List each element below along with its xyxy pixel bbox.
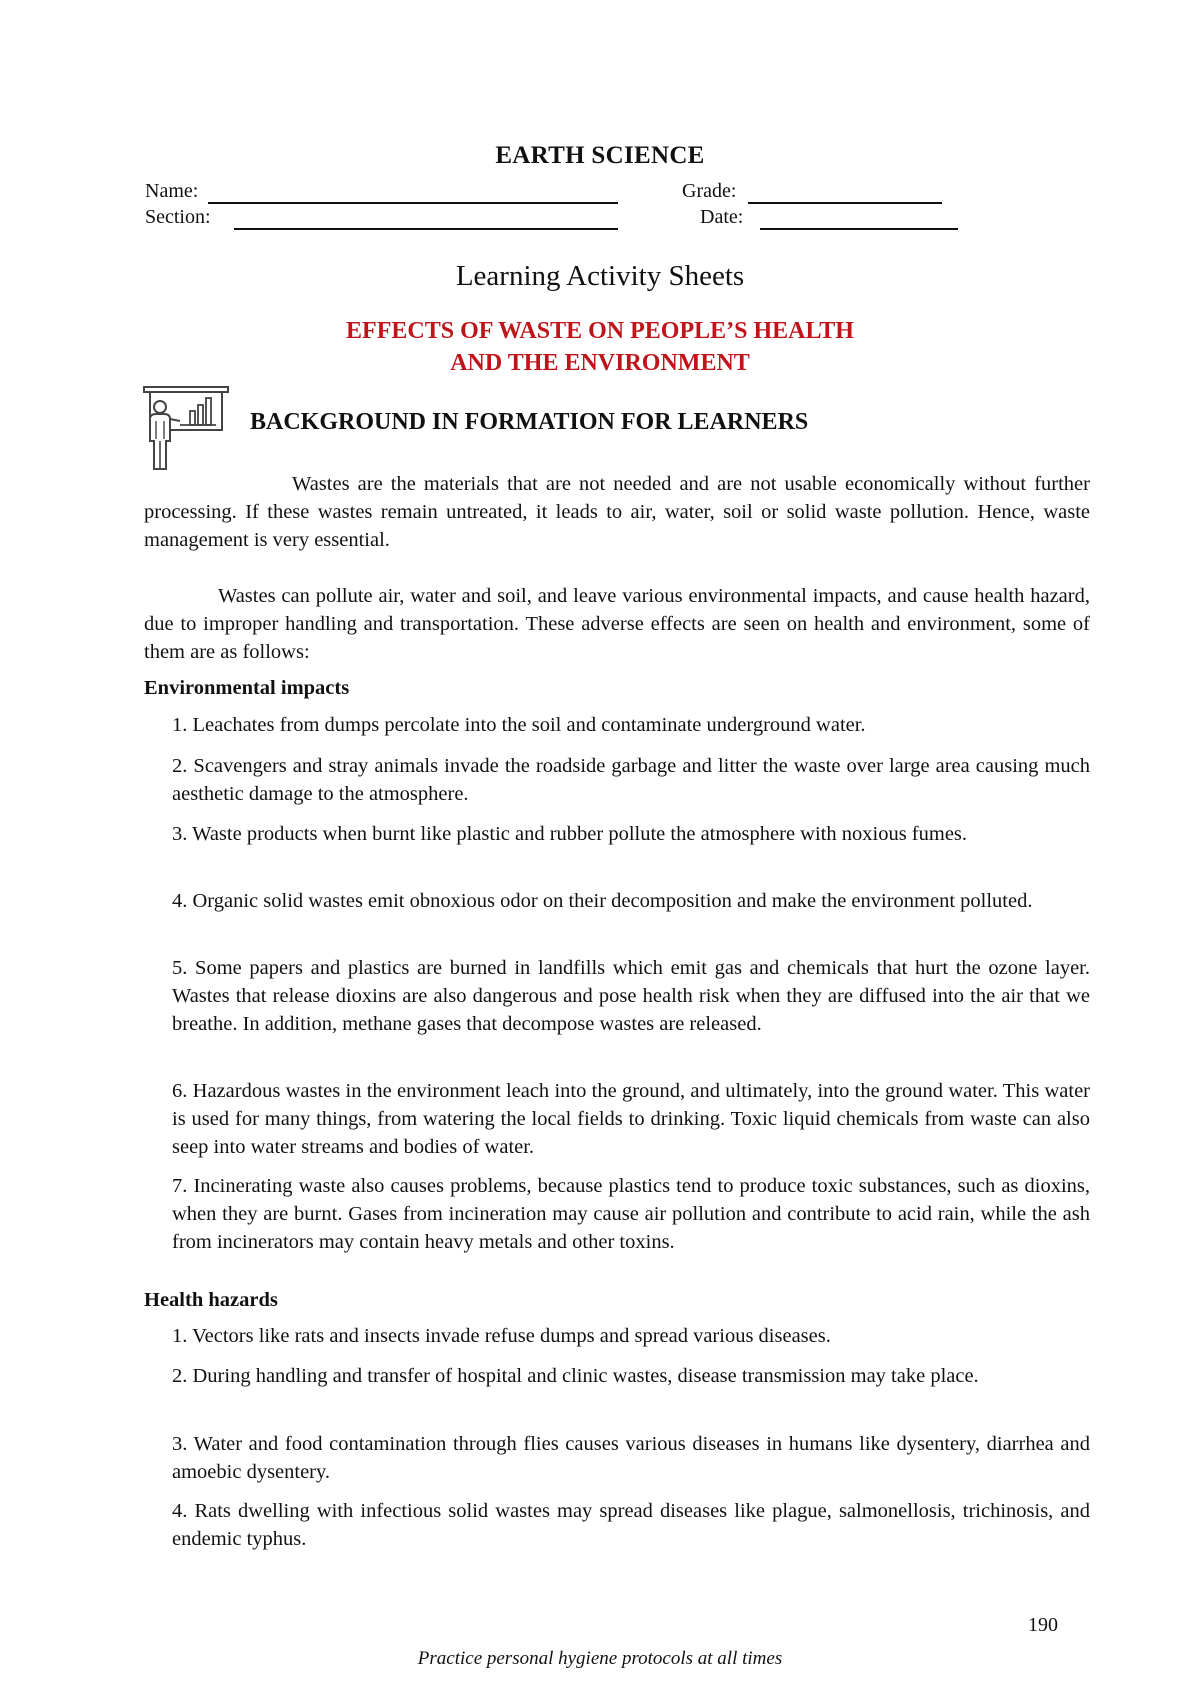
section-field[interactable] [234,228,618,230]
name-grade-row [0,180,1200,206]
list-item: 2. During handling and transfer of hospital and clinic wastes, disease transmission may take place. [172,1365,979,1387]
topic-title-line-2: AND THE ENVIRONMENT [450,350,750,376]
name-field[interactable] [208,202,618,204]
environmental-impacts-heading: Environmental impacts [144,677,350,699]
list-item: 1. Leachates from dumps percolate into the soil and contaminate underground water. [172,714,866,736]
list-item: 6. Hazardous wastes in the environment leach into the ground, and ultimately, into the ground water. This water is used for many things, from watering the local fields to drinking. Toxic liquid chemicals from waste can also seep into water streams and bodies of water. [172,1080,1090,1158]
section-date-row [0,206,1200,232]
list-item: 4. Rats dwelling with infectious solid wastes may spread diseases like plague, salmonellosis, trichinosis, and endemic typhus. [172,1500,1090,1550]
date-label: Date: [700,206,744,228]
page-number: 190 [1028,1614,1058,1636]
health-hazards-heading: Health hazards [144,1289,278,1311]
list-item: 3. Waste products when burnt like plastic and rubber pollute the atmosphere with noxious fumes. [172,823,968,845]
intro-paragraph-1: Wastes are the materials that are not needed and are not usable economically without further processing. If these wastes remain untreated, it leads to air, water, soil or solid waste pollution. Hence, waste management is very essential. [144,473,1090,551]
presentation-board-icon [140,385,232,471]
grade-field[interactable] [748,202,942,204]
list-item: 2. Scavengers and stray animals invade the roadside garbage and litter the waste over large area causing much aesthetic damage to the atmosphere. [172,755,1090,805]
page-title: EARTH SCIENCE [495,142,705,169]
list-item: 1. Vectors like rats and insects invade refuse dumps and spread various diseases. [172,1325,831,1347]
list-item: 7. Incinerating waste also causes problems, because plastics tend to produce toxic substances, such as dioxins, when they are burnt. Gases from incineration may cause air pollution and contribute to acid rain, while the ash from incinerators may contain heavy metals and other toxins. [172,1175,1090,1253]
date-field[interactable] [760,228,958,230]
name-label: Name: [145,180,199,202]
list-item: 4. Organic solid wastes emit obnoxious odor on their decomposition and make the environment polluted. [172,890,1033,912]
topic-title-line-1: EFFECTS OF WASTE ON PEOPLE’S HEALTH [346,318,854,344]
list-item: 5. Some papers and plastics are burned in landfills which emit gas and chemicals that hurt the ozone layer. Wastes that release dioxins are also dangerous and pose health risk when they are diffused into the air that we breathe. In addition, methane gases that decompose wastes are released. [172,957,1090,1035]
list-item: 3. Water and food contamination through flies causes various diseases in humans like dysentery, diarrhea and amoebic dysentery. [172,1433,1090,1483]
footer-note: Practice personal hygiene protocols at all times [417,1648,783,1669]
intro-paragraph-2: Wastes can pollute air, water and soil, and leave various environmental impacts, and cause health hazard, due to improper handling and transportation. These adverse effects are seen on health and environment, some of them are as follows: [144,585,1090,663]
section-heading: BACKGROUND IN FORMATION FOR LEARNERS [250,409,809,435]
section-label: Section: [145,206,211,228]
grade-label: Grade: [682,180,737,202]
page-subtitle: Learning Activity Sheets [455,260,745,292]
